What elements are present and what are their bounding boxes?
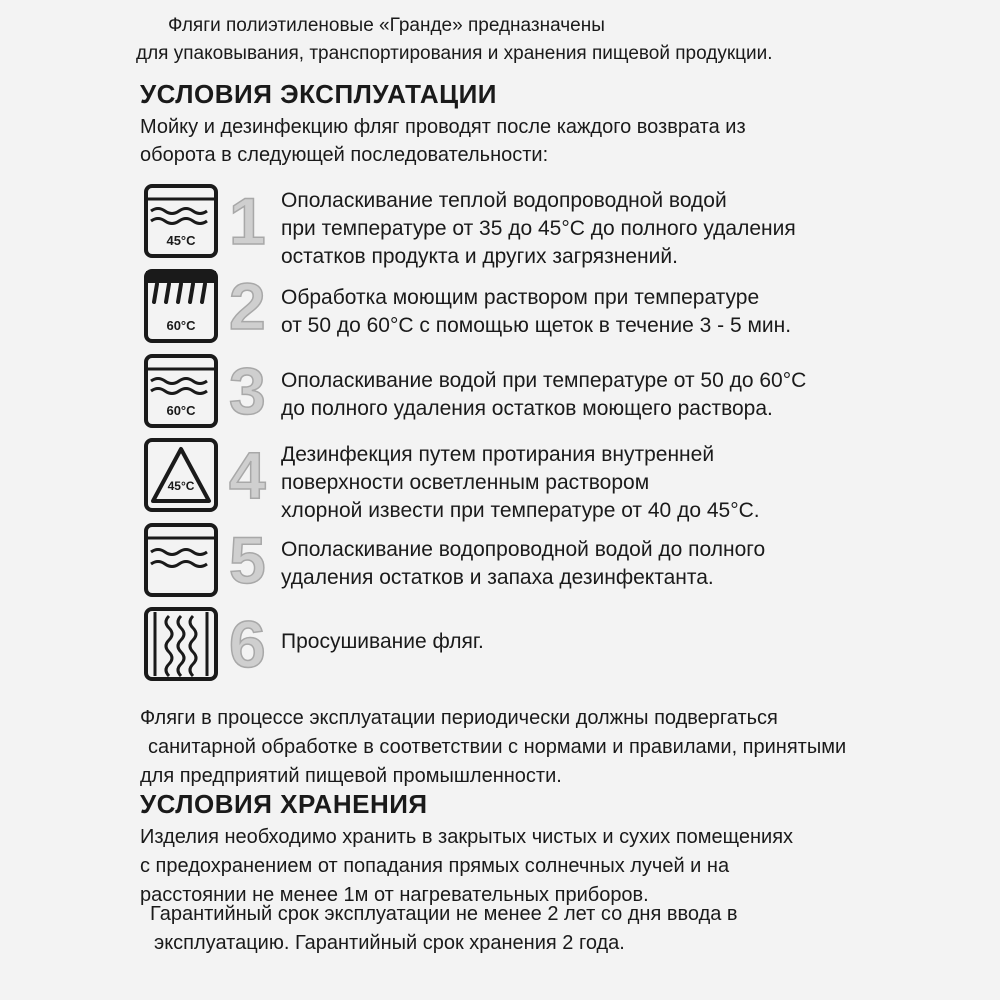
- warranty-text: [140, 900, 738, 958]
- step-3-icon-label: 60°C: [166, 403, 196, 418]
- step-5-line-2: удаления остатков и запаха дезинфектанта.: [281, 566, 714, 589]
- lead-line-1: Мойку и дезинфекцию фляг проводят после каждого возврата из: [140, 116, 746, 138]
- step-5-text: [281, 536, 765, 592]
- step-2: [143, 268, 903, 348]
- note-line-3: для предприятий пищевой промышленности.: [140, 765, 562, 787]
- step-6-number: 6: [229, 607, 266, 681]
- step-2-icon-label: 60°C: [166, 318, 196, 333]
- storage-text: [140, 823, 793, 910]
- warranty-line-1: Гарантийный срок эксплуатации не менее 2 лет со дня ввода в: [150, 903, 738, 925]
- intro-line-1: Фляги полиэтиленовые «Гранде» предназначены: [168, 15, 605, 36]
- step-1-line-2: при температуре от 35 до 45°С до полного удаления: [281, 217, 796, 240]
- storage-line-2: с предохранением от попадания прямых солнечных лучей и на: [140, 855, 730, 877]
- wash-60-icon: [143, 353, 219, 429]
- step-2-number: 2: [229, 269, 266, 343]
- note-line-2: санитарной обработке в соответствии с нормами и правилами, принятыми: [148, 736, 847, 758]
- step-2-line-2: от 50 до 60°С с помощью щеток в течение 3 - 5 мин.: [281, 314, 792, 337]
- step-3-line-2: до полного удаления остатков моющего раствора.: [281, 397, 773, 420]
- step-3: [143, 353, 903, 433]
- step-2-line-1: Обработка моющим раствором при температуре: [281, 286, 760, 309]
- step-1-line-3: остатков продукта и других загрязнений.: [281, 245, 678, 268]
- rinse-icon: [143, 522, 219, 598]
- step-6: [143, 606, 903, 686]
- step-1-icon-label: 45°C: [166, 233, 196, 248]
- step-3-text: [281, 367, 806, 423]
- brush-wash-60-icon: [143, 268, 219, 344]
- storage-line-3: расстоянии не менее 1м от нагревательных приборов.: [140, 884, 649, 906]
- intro-text: [136, 12, 773, 68]
- step-1: [143, 183, 903, 268]
- operation-note: [140, 704, 846, 791]
- step-1-line-1: Ополаскивание теплой водопроводной водой: [281, 189, 727, 212]
- storage-heading: УСЛОВИЯ ХРАНЕНИЯ: [140, 789, 428, 819]
- step-3-line-1: Ополаскивание водой при температуре от 50 до 60°С: [281, 369, 807, 392]
- step-5: [143, 522, 903, 602]
- step-4-line-2: поверхности осветленным раствором: [281, 471, 650, 494]
- dry-icon: [143, 606, 219, 682]
- step-4-line-1: Дезинфекция путем протирания внутренней: [281, 443, 715, 466]
- step-1-number: 1: [229, 184, 266, 258]
- step-4-line-3: хлорной извести при температуре от 40 до 45°С.: [281, 499, 760, 522]
- step-5-line-1: Ополаскивание водопроводной водой до полного: [281, 538, 766, 561]
- step-2-text: [281, 284, 791, 340]
- wash-45-icon: [143, 183, 219, 259]
- operation-lead: [140, 113, 746, 169]
- warranty-line-2: эксплуатацию. Гарантийный срок хранения 2 года.: [154, 932, 625, 954]
- lead-line-2: оборота в следующей последовательности:: [140, 144, 549, 166]
- step-4-text: [281, 441, 760, 525]
- note-line-1: Фляги в процессе эксплуатации периодически должны подвергаться: [140, 707, 778, 729]
- step-3-number: 3: [229, 354, 266, 428]
- step-5-number: 5: [229, 523, 266, 597]
- step-6-text: [281, 628, 484, 656]
- step-4-number: 4: [229, 438, 266, 512]
- step-6-line-1: Просушивание фляг.: [281, 630, 484, 653]
- step-4-icon-label: 45°C: [167, 479, 195, 493]
- step-4: [143, 437, 903, 522]
- operation-heading: УСЛОВИЯ ЭКСПЛУАТАЦИИ: [140, 79, 497, 109]
- triangle-disinfect-45-icon: [143, 437, 219, 513]
- storage-line-1: Изделия необходимо хранить в закрытых чистых и сухих помещениях: [140, 826, 794, 848]
- step-1-text: [281, 187, 796, 271]
- intro-line-2: для упаковывания, транспортирования и хранения пищевой продукции.: [136, 43, 773, 64]
